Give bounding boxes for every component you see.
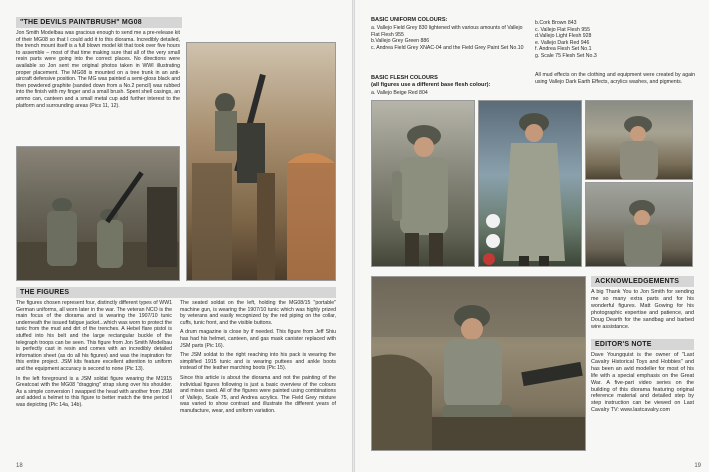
flesh-colour-c: c. Vallejo Flat Flesh 955 [535,26,590,33]
figures-paragraph-3: The seated soldat on the left, holding the MG08/15 "portable" machine gun, is wearing the 1907/10 tunic which was highly prized by veterans and easily recognized by the red piping on the collar, cuffs, tunic front, and the visible buttons. [180,300,336,326]
diorama-scene-photo [371,276,586,451]
figures-paragraph-2: In the left foreground is a JSM soldat figure wearing the M1915 Greatcoat with the MG08 "dragging" strap slung over his shoulder. As a simple conversion I swapped the head with another from JSM and added a helmet to this figure to better match the time period I was depicting (Pic 14a, 14b). [16,375,172,408]
mg08-illustration [187,43,336,281]
flesh-colour-b: b.Cork Brown 843 [535,20,577,26]
editors-note-text: Dave Youngquist is the owner of "Last Cavalry Historical Toys and Hobbies" and has been an avid modeller for most of his life with a special emphasis on the Great War. A five-part video series on the building of this diorama featuring original reference material and detailed step by step instruction can be viewed on Last Cavalry TV: www.lastcavalry.com [591,352,694,414]
flesh-colours-list [535,20,695,76]
uniform-colours-list [371,25,531,65]
flesh-colours-subtitle: (all figures use a different base flesh colour): [371,82,491,88]
uniform-colours-title: BASIC UNIFORM COLOURS: [371,17,448,23]
figures-photo [16,146,180,281]
page-number-right: 19 [694,463,701,469]
figures-paragraph-4: A drum magazine is close by if needed. This figure from Jeff Shiu has had his helmet, canteen, and gas mask canister replaced with JSM parts (Pic 16). [180,329,336,349]
flesh-colour-e: e. Vallejo Dark Red 946 [535,39,590,46]
figures-column-1 [16,300,172,460]
pack-soldat-illustration [586,183,693,267]
flesh-colours-title: BASIC FLESH COLOURS [371,75,438,81]
flesh-colour-a: a. Vallejo Beige Red 804 [371,90,428,96]
figures-paragraph-6: Since this article is about the diorama and not the painting of the individual figures following is just a basic overview of the colours and mixes used. All of the figures were painted using combinations of Vallejo, Scale 75, and Andrea acrylics. The Field Grey mixture was varied to show contrast and illustrate the different years of manufacture, wear, and uniform variation. [180,374,336,414]
seated-soldat-photo [585,100,693,180]
diorama-scene-illustration [372,277,586,451]
figures-column-2 [180,300,336,460]
figures-paragraph-5: The JSM soldat to the right reaching into his pack is wearing the simplified 1915 tunic and is wearing puttees and ankle boots instead of the leather marching boots (Pic 15). [180,352,336,372]
editors-note-title: EDITOR'S NOTE [591,339,694,350]
greatcoat-figure-illustration [479,101,582,267]
left-page [0,0,352,472]
section-title-mg08: "THE DEVILS PAINTBRUSH" MG08 [16,17,182,28]
pack-soldat-photo [585,182,693,267]
mud-effects-text: All mud effects on the clothing and equipment were created by again using Vallejo Dark Earth Effects, acrylics washes, and pigments. [535,72,695,85]
flesh-colour-g: g. Scale 75 Flesh Set No.3 [535,52,597,59]
page-number-left: 18 [16,463,23,469]
figures-paragraph-1: The figures chosen represent four, distinctly different types of WW1 German uniforms, all worn later in the war. The veteran NCO is the main focus of the diorama and is wearing the 1907/10 tunic underneath the issued fatigue jacket...which was worn to protect the tunic from the mud and dirt of the trenches. A Hebel flare pistol is stuffed into his belt and the large rectangular buckle of the telegraph troops can be seen. This figure from Jon Smith Modelbau is perfectly cast in resin and comes with an incredibly detailed information sheet (as do all his figures) and was the inspiration for this entire project. JSM kits feature excellent attention to uniform and the equipment accuracy is second to none (Pic 13). [16,300,172,372]
mg08-photo [186,42,336,281]
flesh-colour-d: d.Vallejo Light Flesh 928 [535,33,592,40]
seated-soldat-illustration [586,101,693,180]
nco-figure-illustration [372,101,475,267]
greatcoat-figure-photo [478,100,582,267]
acknowledgements-text: A big Thank You to Jon Smith for sending me so many extra parts and for his wonderful figures. Matt Gowing for his photographic expertise and patience, and Doug Dearth for the sandbag and barbed wire assistance. [591,289,694,330]
nco-figure-photo [371,100,475,267]
uniform-colour-a: a. Vallejo Field Grey 830 lightened with various amounts of Vallejo Flat Flesh 955 [371,25,523,38]
figures-illustration [17,147,180,281]
flesh-colour-f: f. Andrea Flesh Set No.1 [535,46,592,53]
section-title-figures: THE FIGURES [16,287,336,298]
acknowledgements-title: ACKNOWLEDGEMENTS [591,276,694,287]
uniform-colour-c: c. Andrea Field Grey XNAC-04 and the Field Grey Paint Set No.10 [371,44,524,51]
mg08-text: Jon Smith Modelbau was gracious enough to send me a pre-release kit of their MG08 so that I could add it to this diorama. Incredibly detailed, the trench mount itself is a full blown model kit that took over five hours to assemble – most of that time making sure that all of the very small resin parts were going into the correct places. No directions were available so Jon sent me original photos taken in WWI illustrating proper placement. The MG08 is mounted on a tree trunk in an anti-aircraft defensive position. The MG was painted a semi-gloss black and then powdered graphite (sanded down from a No.2 pencil) was rubbed into the finish with my finger and a small brush. Spent shell casings, an ammo can, canteen and a small metal cup add further interest to the platform and surrounding areas (Pics 11, 12). [16,30,180,109]
uniform-colour-b: b.Vallejo Grey Green 886 [371,38,430,45]
right-page [355,0,709,472]
